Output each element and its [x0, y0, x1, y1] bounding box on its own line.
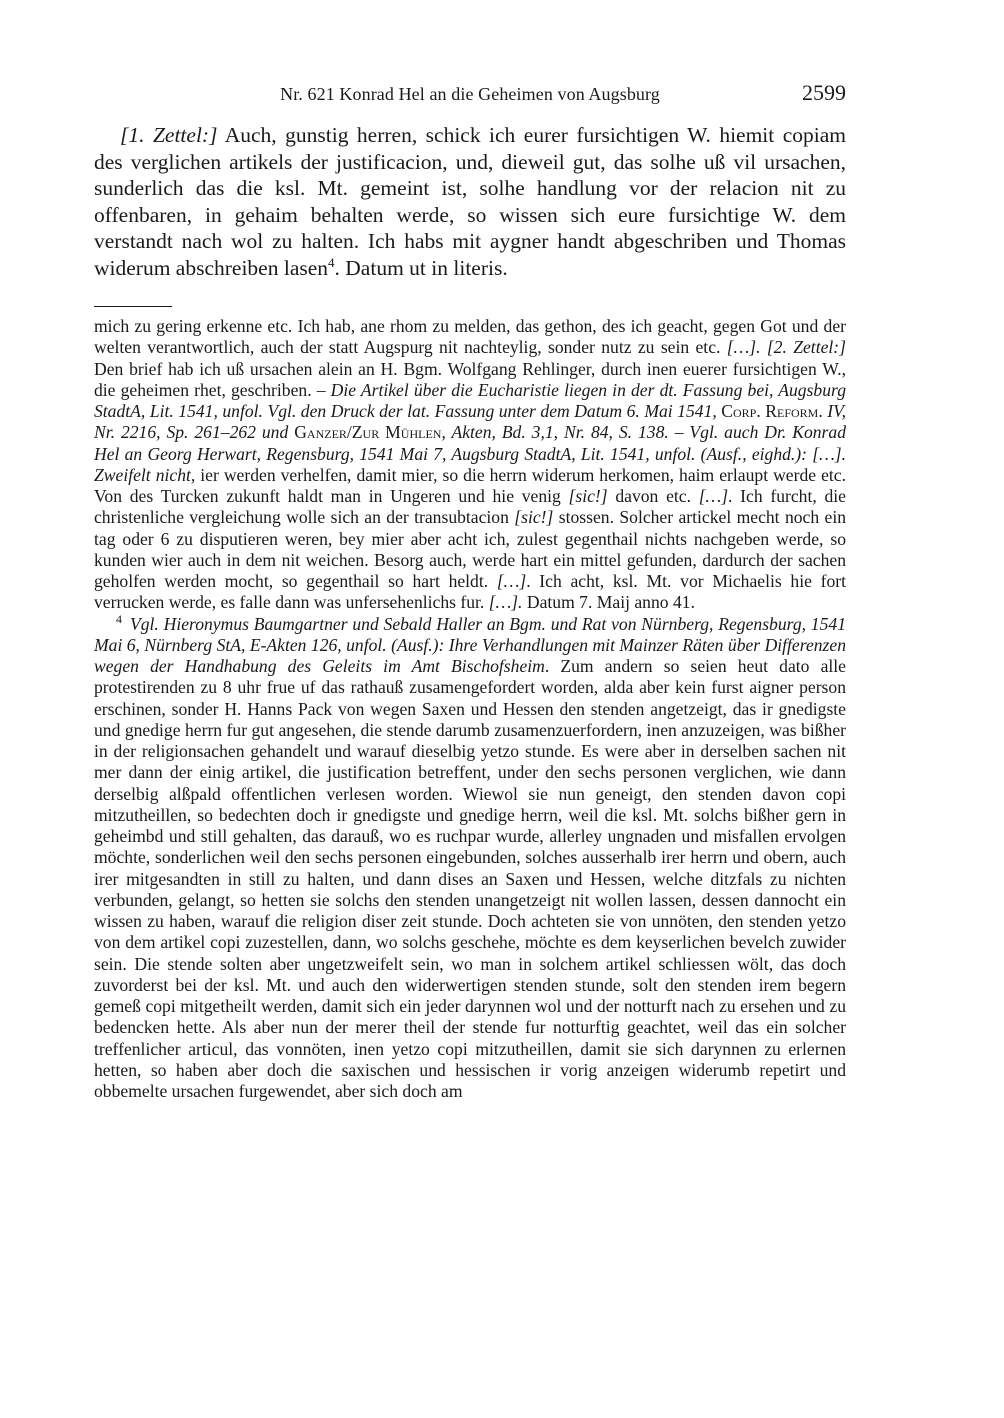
page-number: 2599 [802, 80, 846, 105]
zettel-label: [1. Zettel:] [120, 123, 218, 147]
header-title: Nr. 621 Konrad Hel an die Geheimen von Augsburg [280, 84, 660, 104]
fn-italic-9: […]. [488, 592, 523, 613]
running-header [94, 80, 846, 110]
fn-italic-7: [sic!] [514, 507, 554, 528]
footnote-ref-4[interactable]: 4 [328, 254, 335, 270]
fn-italic-1: […]. [2. Zettel:] [726, 337, 846, 358]
footnote-separator [94, 306, 172, 307]
footnote-4-text: . Zum andern so seien heut dato alle protestirenden zu 8 uhr frue uf das rathauß zusamengefordert worden, alda aber kein furst aigner person erschinen, sonder H. Hanns Pack von wegen Saxen und Hessen den stenden angetzeigt, das ir gnedigste und gnedige herrn fur gut angesehen, die stende darumb zusamenzuerfordern, inen anzuzeigen, was bißher in der religionsachen gehandelt und warauf dieselbig yetzo stunde. Es were aber in derselben sachen nit mer dann der einig artikel, die justification betreffent, under den sechs personen verglichen, wie dann derselbig alßpald offentlichen verlesen worden. Wiewol sie nun geneigt, den stenden davon copi mitzutheillen, so bedechten doch ir gnedigste und gnedige herrn, weil die ksl. Mt. solchs bißher gern in geheimbd und still gehalten, das darauß, wo es ruchpar wurde, allerley ungnaden und misfallen ervolgen möchte, sonderlichen weil den sechs personen eingebunden, solches ausserhalb irer herrn und obern, auch irer mitgesandten in still zu halten, und dann dises an Saxen und Hessen, welche ditzfals zu nichten verbunden, gelangt, so hetten sie solchs den stenden unangetzeigt nit wollen lassen, dessen dannocht ein wissen zu haben, warauf die religion diser zeit stunde. Doch achteten sie von unnöten, den stenden yetzo von dem artikel copi zuzestellen, dann, wo solchs geschehe, möchte es dem keyserlichen bevelch zuwider sein. Die stende solten aber ungetzweifelt sein, wo man in solchem artikel schliessen wölt, das doch zuvorderst bei der ksl. Mt. und auch den widerwertigen stenden stunde, solt den stenden irem begern gemeß copi mitgetheilt werden, damit sich ein jeder darynnen wol und der notturft nach zu ersehen und zu bedencken hette. Als aber nun der merer theil der stende fur notturftig geachtet, weil das ein solcher treffenlicher articul, das vonnöten, inen yetzo copi mitzutheillen, damit sie sich darynnen zu erlernen hetten, so haben aber doch die saxischen und hessischen ir vorig anzeigen widerumb repetirt und obbemelte ursachen furgewendet, aber sich doch am [94, 656, 846, 1101]
main-text-body: Auch, gunstig herren, schick ich eurer fursichtigen W. hiemit copiam des verglichen artikels der justificacion, und, dieweil gut, das solhe uß vil ursachen, sunderlich das die ksl. Mt. gemeint ist, solhe handlung vor der relacion nit zu offenbaren, in gehaim behalten werde, so wissen sich eure fursichtige W. dem verstandt nach wol zu halten. Ich habs mit aygner handt abgeschriben und Thomas widerum abschreiben lasen [94, 123, 846, 280]
main-paragraph [94, 122, 846, 281]
fn-smallcaps-1: Corp. Reform. [721, 401, 823, 421]
footnote-continued [94, 316, 846, 614]
fn-italic-8: […] [496, 571, 527, 591]
footnote-4-italic: Vgl. Hieronymus Baumgartner und Sebald Haller an Bgm. und Rat von Nürnberg, Regensburg, 1541 Mai 6, Nürnberg StA, E-Akten 126, unfol. (Ausf.): Ihre Verhandlungen mit Mainzer Räten über Differenzen wegen der Handhabung des Geleits im Amt Bischofsheim [94, 613, 846, 676]
fn-text-8: Datum 7. Maij anno 41. [522, 592, 695, 613]
fn-text-1: mich zu gering erkenne etc. Ich hab, ane rhom zu melden, das gethon, des ich geacht, gegen Got und der welten verantwortlich, auch der statt Augspurg nit nachteylig, sonder nutz zu sein etc. [94, 316, 846, 358]
fn-smallcaps-2: Ganzer/Zur Mühlen [294, 422, 442, 443]
fn-italic-4: , Akten, Bd. 3,1, Nr. 84, S. 138. – Vgl. auch Dr. Konrad Hel an Georg Herwart, Regensburg, 1541 Mai 7, Augsburg StadtA, Lit. 1541, unfol. (Ausf., eighd.): […]. Zweifelt nicht, [94, 422, 846, 485]
footnote-number-4: 4 [116, 611, 122, 626]
fn-text-2: Den brief hab ich uß ursachen alein an H. Bgm. Wolfgang Rehlinger, durch inen euerer fursichtigen W., die geheimen rhet, geschriben. [94, 358, 846, 400]
fn-italic-3: IV, Nr. 2216, Sp. 261–262 und [94, 401, 846, 443]
fn-text-6: stossen. Solcher artickel mecht noch ein tag oder 6 zu disputieren weren, bey mier aber acht ich, zulest gegenthail nichts nachgeben werde, so kunden wier auch in dem nit weichen. Besorg auch, werde hart ein mittel gefunden, dardurch der sachen geholfen werden mocht, so gegenthail so hart heldt. [94, 507, 847, 591]
fn-italic-2: – Die Artikel über die Eucharistie liegen in der dt. Fassung bei, Augsburg StadtA, Lit. 1541, unfol. Vgl. den Druck der lat. Fassung unter dem Datum 6. Mai 1541, [94, 379, 846, 421]
footnotes [94, 316, 846, 1102]
fn-text-4: davon etc. [607, 486, 699, 506]
fn-italic-5: [sic!] [568, 486, 608, 506]
fn-text-3: ier werden verhelfen, damit mier, so die herrn widerum herkomen, haim erlaupt werde etc. Von des Turcken zukunft haldt man in Ungeren und hie venig [94, 464, 846, 506]
fn-text-7: . Ich acht, ksl. Mt. vor Michaelis hie fort verrucken werde, es falle dann was unfersehenlichs fur. [94, 571, 847, 613]
footnote-4 [94, 611, 846, 1103]
main-text-closing: . Datum ut in literis. [334, 255, 508, 280]
fn-italic-6: […] [698, 486, 729, 506]
fn-text-5: . Ich furcht, die christenliche vergleichung wolle sich an der transubtacion [94, 486, 846, 528]
